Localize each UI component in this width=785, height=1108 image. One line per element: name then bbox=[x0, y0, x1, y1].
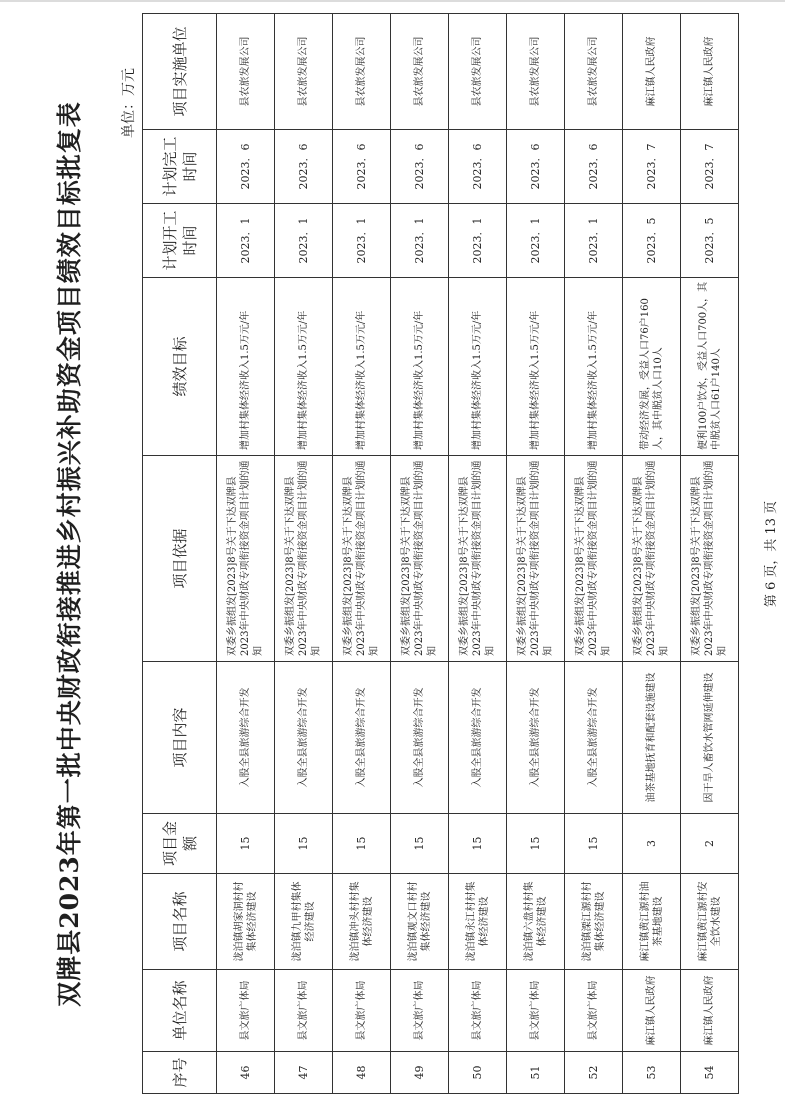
basis-cell: 双委乡振组发[2023]8号关于下达双牌县2023年中央财政专项衔接资金项目计划的通知 bbox=[623, 456, 681, 662]
amount-cell: 15 bbox=[275, 814, 333, 874]
table-row bbox=[333, 14, 391, 1094]
implementer-cell: 麻江镇人民政府 bbox=[681, 14, 739, 130]
content-cell: 入股全县旅游综合开发 bbox=[275, 662, 333, 814]
end-time-cell: 2023．6 bbox=[565, 130, 623, 204]
unit-name-cell: 县文旅广体局 bbox=[391, 970, 449, 1052]
seq-cell: 52 bbox=[565, 1052, 623, 1094]
implementer-cell: 县农旅发展公司 bbox=[507, 14, 565, 130]
content-cell: 入股全县旅游综合开发 bbox=[507, 662, 565, 814]
unit-name-cell: 县文旅广体局 bbox=[217, 970, 275, 1052]
page-edge-shadow bbox=[0, 0, 785, 2]
basis-cell: 双委乡振组发[2023]8号关于下达双牌县2023年中央财政专项衔接资金项目计划的通知 bbox=[275, 456, 333, 662]
unit-name-cell: 麻江镇人民政府 bbox=[681, 970, 739, 1052]
start-time-cell: 2023．5 bbox=[681, 204, 739, 278]
seq-cell: 49 bbox=[391, 1052, 449, 1094]
table-row bbox=[623, 14, 681, 1094]
unit-name-cell: 县文旅广体局 bbox=[507, 970, 565, 1052]
start-time-cell: 2023．1 bbox=[333, 204, 391, 278]
unit-name-cell: 麻江镇人民政府 bbox=[623, 970, 681, 1052]
start-time-cell: 2023．1 bbox=[217, 204, 275, 278]
implementer-cell: 县农旅发展公司 bbox=[275, 14, 333, 130]
project-name-cell: 泷泊镇胡家洞村村集体经济建设 bbox=[217, 874, 275, 970]
content-cell: 入股全县旅游综合开发 bbox=[333, 662, 391, 814]
project-name-cell: 泷泊镇冲头村村集体经济建设 bbox=[333, 874, 391, 970]
target-cell: 增加村集体经济收入1.5万元/年 bbox=[449, 278, 507, 456]
target-cell: 增加村集体经济收入1.5万元/年 bbox=[275, 278, 333, 456]
target-cell: 带动经济发展，受益人口76户160人，其中脱贫人口10人 bbox=[623, 278, 681, 456]
implementer-cell: 县农旅发展公司 bbox=[391, 14, 449, 130]
amount-cell: 15 bbox=[217, 814, 275, 874]
content-cell: 入股全县旅游综合开发 bbox=[391, 662, 449, 814]
start-time-cell: 2023．1 bbox=[391, 204, 449, 278]
basis-cell: 双委乡振组发[2023]8号关于下达双牌县2023年中央财政专项衔接资金项目计划的通知 bbox=[507, 456, 565, 662]
table-row bbox=[565, 14, 623, 1094]
seq-cell: 48 bbox=[333, 1052, 391, 1094]
header-cell: 项目内容 bbox=[143, 662, 217, 814]
end-time-cell: 2023．6 bbox=[333, 130, 391, 204]
implementer-cell: 县农旅发展公司 bbox=[565, 14, 623, 130]
seq-cell: 53 bbox=[623, 1052, 681, 1094]
seq-cell: 50 bbox=[449, 1052, 507, 1094]
table-row bbox=[391, 14, 449, 1094]
basis-cell: 双委乡振组发[2023]8号关于下达双牌县2023年中央财政专项衔接资金项目计划的通知 bbox=[217, 456, 275, 662]
header-cell: 序号 bbox=[143, 1052, 217, 1094]
target-cell: 增加村集体经济收入1.5万元/年 bbox=[565, 278, 623, 456]
page-footer: 第 6 页，共 13 页 bbox=[764, 500, 779, 608]
start-time-cell: 2023．1 bbox=[507, 204, 565, 278]
seq-cell: 54 bbox=[681, 1052, 739, 1094]
basis-cell: 双委乡振组发[2023]8号关于下达双牌县2023年中央财政专项衔接资金项目计划的通知 bbox=[449, 456, 507, 662]
table-row bbox=[507, 14, 565, 1094]
target-cell: 增加村集体经济收入1.5万元/年 bbox=[217, 278, 275, 456]
start-time-cell: 2023．5 bbox=[623, 204, 681, 278]
end-time-cell: 2023．6 bbox=[217, 130, 275, 204]
amount-cell: 15 bbox=[449, 814, 507, 874]
project-name-cell: 泷泊镇六盘村村集体经济建设 bbox=[507, 874, 565, 970]
header-cell: 单位名称 bbox=[143, 970, 217, 1052]
project-name-cell: 麻江镇黄江源村安全饮水建设 bbox=[681, 874, 739, 970]
content-cell: 入股全县旅游综合开发 bbox=[217, 662, 275, 814]
target-cell: 增加村集体经济收入1.5万元/年 bbox=[391, 278, 449, 456]
project-name-cell: 泷泊镇九甲村集体经济建设 bbox=[275, 874, 333, 970]
amount-cell: 15 bbox=[333, 814, 391, 874]
content-cell: 油茶基地抚育和配套设施建设 bbox=[623, 662, 681, 814]
content-cell: 入股全县旅游综合开发 bbox=[565, 662, 623, 814]
unit-name-cell: 县文旅广体局 bbox=[565, 970, 623, 1052]
end-time-cell: 2023．6 bbox=[449, 130, 507, 204]
start-time-cell: 2023．1 bbox=[449, 204, 507, 278]
header-cell: 项目金额 bbox=[143, 814, 217, 874]
table-row bbox=[217, 14, 275, 1094]
target-cell: 增加村集体经济收入1.5万元/年 bbox=[333, 278, 391, 456]
amount-cell: 3 bbox=[623, 814, 681, 874]
content-cell: 因干旱人畜饮水管网延伸建设 bbox=[681, 662, 739, 814]
target-cell: 便利100户饮水，受益人口700人，其中脱贫人口61户140人 bbox=[681, 278, 739, 456]
end-time-cell: 2023．6 bbox=[507, 130, 565, 204]
implementer-cell: 县农旅发展公司 bbox=[217, 14, 275, 130]
amount-cell: 15 bbox=[565, 814, 623, 874]
start-time-cell: 2023．1 bbox=[275, 204, 333, 278]
approval-table bbox=[142, 13, 739, 1094]
basis-cell: 双委乡振组发[2023]8号关于下达双牌县2023年中央财政专项衔接资金项目计划的通知 bbox=[333, 456, 391, 662]
table-header-row bbox=[143, 14, 217, 1094]
project-name-cell: 泷泊镇溧江源村村集体经济建设 bbox=[565, 874, 623, 970]
unit-label: 单位：万元 bbox=[121, 68, 137, 138]
basis-cell: 双委乡振组发[2023]8号关于下达双牌县2023年中央财政专项衔接资金项目计划的通知 bbox=[681, 456, 739, 662]
project-name-cell: 泷泊镇观文口村村集体经济建设 bbox=[391, 874, 449, 970]
basis-cell: 双委乡振组发[2023]8号关于下达双牌县2023年中央财政专项衔接资金项目计划的通知 bbox=[565, 456, 623, 662]
end-time-cell: 2023．7 bbox=[681, 130, 739, 204]
end-time-cell: 2023．6 bbox=[391, 130, 449, 204]
table-row bbox=[275, 14, 333, 1094]
header-cell: 项目名称 bbox=[143, 874, 217, 970]
start-time-cell: 2023．1 bbox=[565, 204, 623, 278]
implementer-cell: 县农旅发展公司 bbox=[449, 14, 507, 130]
target-cell: 增加村集体经济收入1.5万元/年 bbox=[507, 278, 565, 456]
seq-cell: 51 bbox=[507, 1052, 565, 1094]
header-cell: 计划完工时间 bbox=[143, 130, 217, 204]
end-time-cell: 2023．7 bbox=[623, 130, 681, 204]
amount-cell: 15 bbox=[391, 814, 449, 874]
implementer-cell: 麻江镇人民政府 bbox=[623, 14, 681, 130]
project-name-cell: 泷泊镇永江村村集体经济建设 bbox=[449, 874, 507, 970]
seq-cell: 46 bbox=[217, 1052, 275, 1094]
unit-name-cell: 县文旅广体局 bbox=[275, 970, 333, 1052]
table-row bbox=[449, 14, 507, 1094]
basis-cell: 双委乡振组发[2023]8号关于下达双牌县2023年中央财政专项衔接资金项目计划的通知 bbox=[391, 456, 449, 662]
unit-name-cell: 县文旅广体局 bbox=[333, 970, 391, 1052]
implementer-cell: 县农旅发展公司 bbox=[333, 14, 391, 130]
header-cell: 项目实施单位 bbox=[143, 14, 217, 130]
project-name-cell: 麻江镇黄江源村油茶基地建设 bbox=[623, 874, 681, 970]
table-body bbox=[217, 14, 739, 1094]
document-title: 双牌县2023年第一批中央财政衔接推进乡村振兴补助资金项目绩效目标批复表 bbox=[55, 101, 84, 1007]
amount-cell: 15 bbox=[507, 814, 565, 874]
amount-cell: 2 bbox=[681, 814, 739, 874]
header-cell: 绩效目标 bbox=[143, 278, 217, 456]
header-cell: 项目依据 bbox=[143, 456, 217, 662]
content-cell: 入股全县旅游综合开发 bbox=[449, 662, 507, 814]
seq-cell: 47 bbox=[275, 1052, 333, 1094]
table-row bbox=[681, 14, 739, 1094]
end-time-cell: 2023．6 bbox=[275, 130, 333, 204]
unit-name-cell: 县文旅广体局 bbox=[449, 970, 507, 1052]
header-cell: 计划开工时间 bbox=[143, 204, 217, 278]
